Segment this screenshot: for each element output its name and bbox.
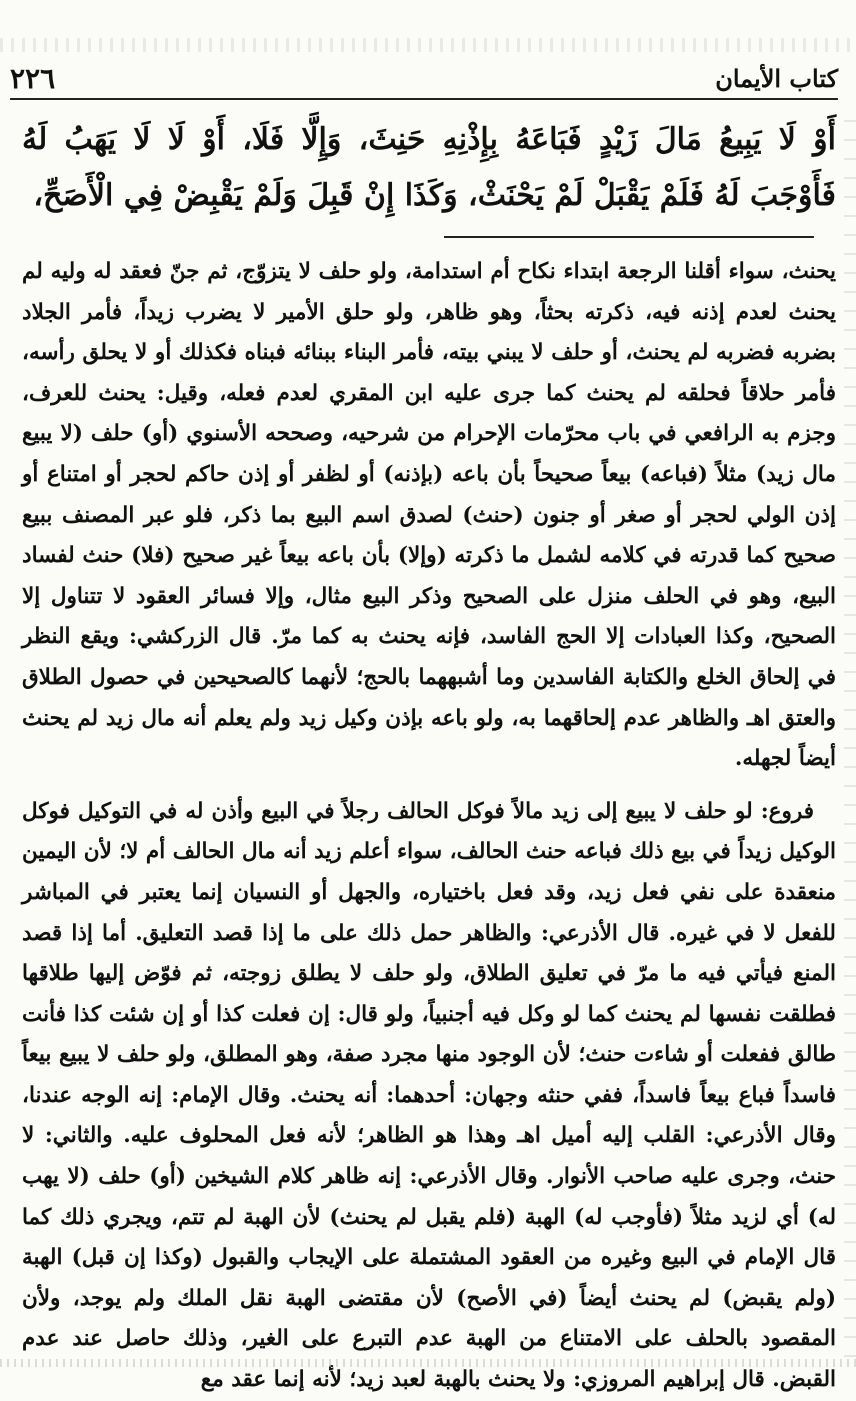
scan-edge-noise — [0, 38, 856, 52]
commentary-paragraph-2: فروع: لو حلف لا يبيع إلى زيد مالاً فوكل الحالف رجلاً في البيع وأذن له في التوكيل فوكل الوكيل زيداً في بيع ذلك فباعه حنث الحالف، سواء أعلم زيد أنه مال الحالف أم لا؛ لأن اليمين منعقدة على نفي فعل زيد، وقد فعل باختياره، والجهل أو النسيان إنما يعتبر في المباشر للفعل لا في غيره. قال الأذرعي: والظاهر حمل ذلك على ما إذا قصد التعليق. أما إذا قصد المنع فيأتي فيه ما مرّ في تعليق الطلاق، ولو حلف لا يطلق زوجته، ثم فوّض إليها طلاقها فطلقت نفسها لم يحنث كما لو وكل فيه أجنبياً، ولو قال: إن فعلت كذا أو إن شئت كذا فأنت طالق ففعلت أو شاءت حنث؛ لأن الوجود منها مجرد صفة، وهو المطلق، ولو حلف لا يبيع بيعاً فاسداً فباع بيعاً فاسداً، ففي حنثه وجهان: أحدهما: أنه يحنث. وقال الإمام: إنه الوجه عندنا، وقال الأذرعي: القلب إليه أميل اهـ وهذا هو الظاهر؛ لأنه فعل المحلوف عليه. والثاني: لا حنث، وجرى عليه صاحب الأنوار. وقال الأذرعي: إنه ظاهر كلام الشيخين (أو) حلف (لا يهب له) أي لزيد مثلاً (فأوجب له) الهبة (فلم يقبل لم يحنث) لأن الهبة لم تتم، ويجري ذلك كما قال الإمام في البيع وغيره من العقود المشتملة على الإيجاب والقبول (وكذا إن قبل) الهبة (ولم يقبض) لم يحنث أيضاً (في الأصح) لأن مقتضى الهبة نقل الملك ولم يوجد، ولأن المقصود بالحلف على الامتناع من الهبة عدم التبرع على الغير، وذلك حاصل عند عدم القبض. قال إبراهيم المروزي: ولا يحنث بالهبة لعبد زيد؛ لأنه إنما عقد مع — [22, 798, 836, 1393]
running-title: كتاب الأيمان — [715, 64, 838, 93]
commentary-paragraph-1: يحنث، سواء أقلنا الرجعة ابتداء نكاح أم استدامة، ولو حلف لا يتزوّج، ثم جنّ فعقد له وليه لم يحنث لعدم إذنه فيه، ذكرته بحثاً، وهو ظاهر، ولو حلق الأمير لا يضرب زيداً، فأمر الجلاد بضربه فضربه لم يحنث، أو حلف لا يبني بيته، فأمر البناء ببنائه فبناه فكذلك أو لا يحلق رأسه، فأمر حلاقاً فحلقه لم يحنث كما جرى عليه ابن المقري لعدم فعله، وقيل: يحنث للعرف، وجزم به الرافعي في باب محرّمات الإحرام من شرحيه، وصححه الأسنوي (أو) حلف (لا يبيع مال زيد) مثلاً (فباعه) بيعاً صحيحاً بأن باعه (بإذنه) أو لظفر أو إذن حاكم لحجر أو امتناع أو إذن الولي لحجر أو صغر أو جنون (حنث) لصدق اسم البيع بما ذكر، فلو عبر المصنف ببيع صحيح كما قدرته في كلامه لشمل ما ذكرته (وإلا) بأن باعه بيعاً غير صحيح (فلا) حنث لفساد البيع، وهو في الحلف منزل على الصحيح وذكر البيع مثال، وإلا فسائر العقود لا تتناول إلا الصحيح، وكذا العبادات إلا الحج الفاسد، فإنه يحنث به كما مرّ. قال الزركشي: ويقع النظر في إلحاق الخلع والكتابة الفاسدين وما أشبههما بالحج؛ لأنهما كالصحيحين في حصول الطلاق والعتق اهـ والظاهر عدم إلحاقهما به، ولو باعه بإذن وكيل زيد ولم يعلم أنه مال زيد لم يحنث أيضاً لجهله. — [22, 259, 836, 772]
separator-line — [444, 236, 814, 238]
commentary-text — [22, 252, 836, 1401]
scan-bottom-noise — [0, 1359, 856, 1367]
page-header — [10, 58, 838, 100]
matn-text: أَوْ لَا يَبِيعُ مَالَ زَيْدٍ فَبَاعَهُ بِإِذْنِهِ حَنِثَ، وَإِلَّا فَلَا، أَوْ لَا لَا يَهَبُ لَهُ فَأَوْجَبَ لَهُ فَلَمْ يَقْبَلْ لَمْ يَحْنَثْ، وَكَذَا إِنْ قَبِلَ وَلَمْ يَقْبِضْ فِي الْأَصَحِّ، — [22, 122, 836, 213]
scan-side-noise — [844, 120, 856, 1360]
page-number: ٢٢٦ — [10, 62, 56, 95]
